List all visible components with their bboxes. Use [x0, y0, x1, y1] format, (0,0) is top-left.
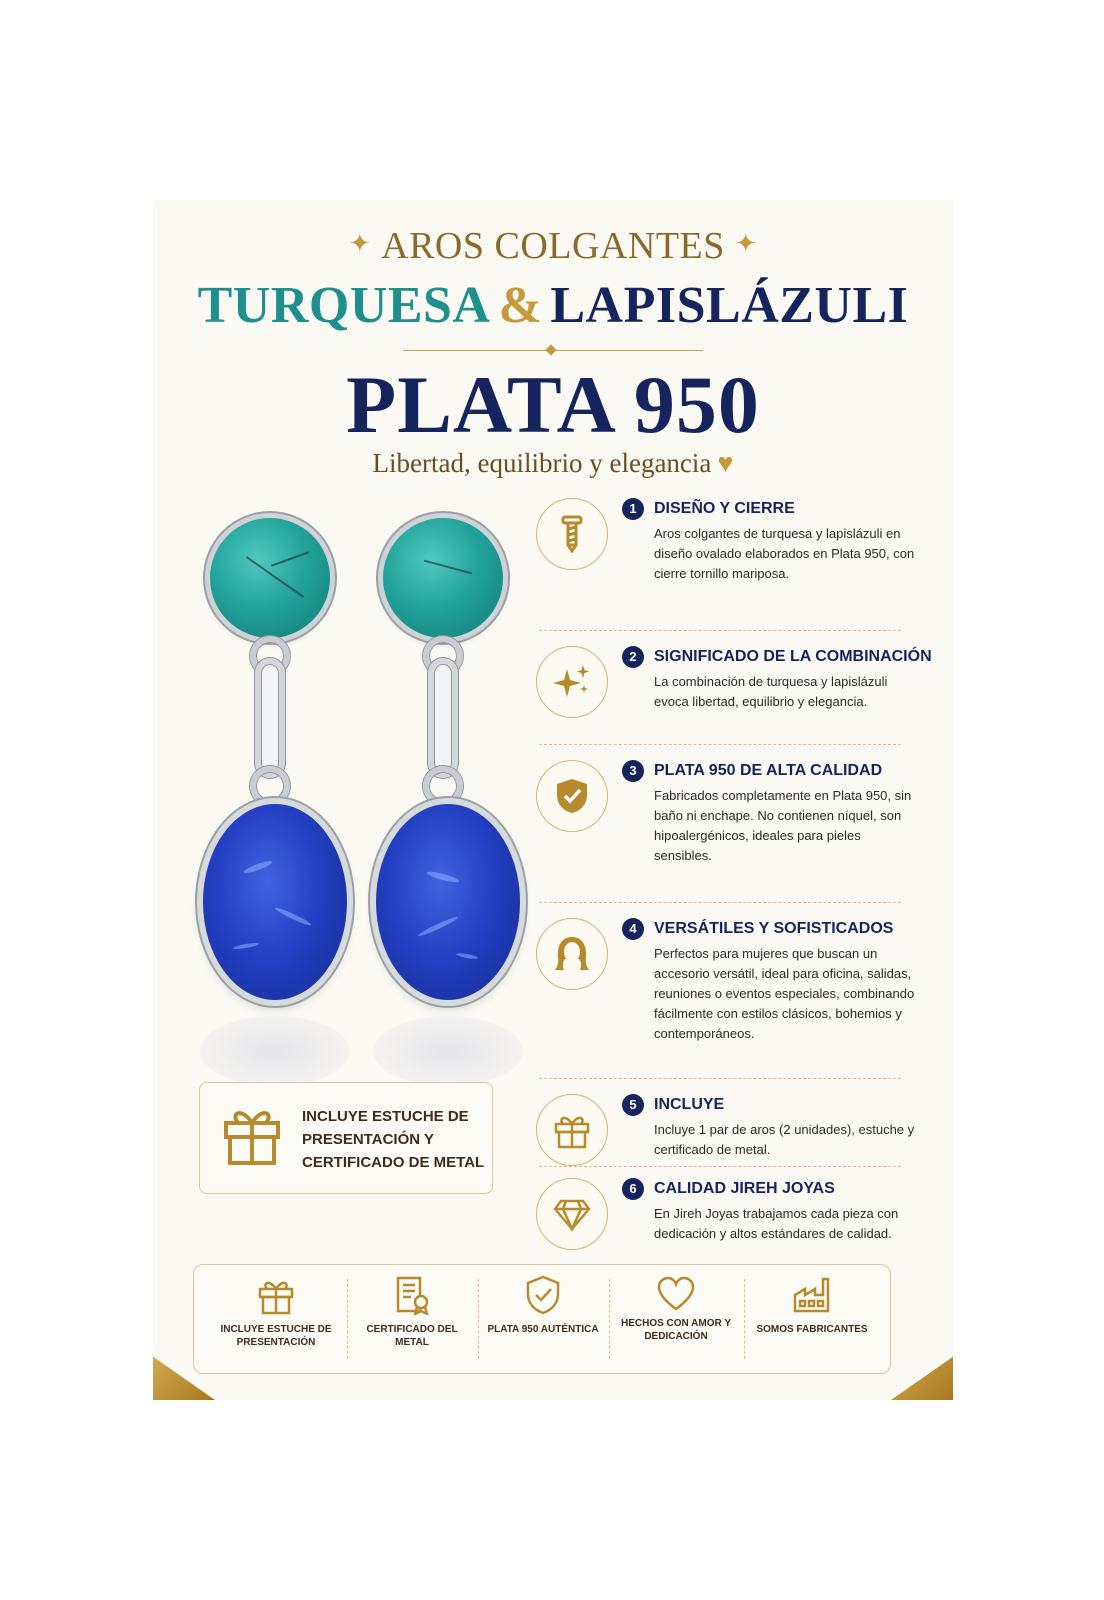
- feature-desc: Aros colgantes de turquesa y lapislázuli en diseño ovalado elaborados en Plata 950, con cierre tornillo mariposa.: [654, 526, 915, 581]
- silver-link: [428, 658, 458, 778]
- silver-link: [255, 658, 285, 778]
- feature-title: VERSÁTILES Y SOFISTICADOS: [654, 920, 894, 937]
- feature-desc: Incluye 1 par de aros (2 unidades), estuche y certificado de metal.: [654, 1122, 915, 1157]
- feature-number: 5: [622, 1094, 644, 1116]
- heart-icon: [657, 1275, 695, 1315]
- feature-icon-circle: [536, 1178, 608, 1250]
- badges-bar: [193, 1264, 891, 1374]
- badge-label: CERTIFICADO DEL METAL: [366, 1324, 458, 1348]
- feature-number: 2: [622, 646, 644, 668]
- factory-icon: [793, 1275, 831, 1315]
- corner-ornament: [891, 1338, 953, 1400]
- feature-icon-circle: [536, 1094, 608, 1166]
- feature-desc: Perfectos para mujeres que buscan un accesorio versátil, ideal para oficina, salidas, reuniones o eventos especiales, combinando fácilmente con estilos clásicos, bohemios y contemporáneos.: [654, 946, 915, 1041]
- divider: [539, 1166, 901, 1167]
- screw-icon: [553, 515, 591, 553]
- feature-title: DISEÑO Y CIERRE: [654, 500, 795, 517]
- gift-icon: [222, 1101, 282, 1167]
- divider: [539, 902, 901, 903]
- silver-ring: [423, 766, 463, 806]
- gift-icon: [553, 1111, 591, 1149]
- turquoise-stud: [383, 518, 503, 638]
- feature-desc: La combinación de turquesa y lapislázuli evoca libertad, equilibrio y elegancia.: [654, 674, 888, 709]
- divider: [609, 1279, 610, 1359]
- feature-icon-circle: [536, 918, 608, 990]
- lapis-oval: [203, 804, 347, 1000]
- title-ampersand: &: [498, 277, 543, 334]
- feature-number: 4: [622, 918, 644, 940]
- ornament-divider: [403, 350, 703, 351]
- badge-label: INCLUYE ESTUCHE DE PRESENTACIÓN: [220, 1324, 332, 1348]
- feature-title: PLATA 950 DE ALTA CALIDAD: [654, 762, 883, 779]
- tagline-text: Libertad, equilibrio y elegancia: [372, 448, 712, 478]
- product-card: [153, 200, 953, 1400]
- tagline: [153, 448, 953, 479]
- title-main: PLATA 950: [346, 359, 760, 450]
- badge-label: PLATA 950 AUTÉNTICA: [487, 1324, 599, 1335]
- feature-icon-circle: [536, 498, 608, 570]
- feature-desc: En Jireh Joyas trabajamos cada pieza con dedicación y altos estándares de calidad.: [654, 1206, 899, 1241]
- divider: [539, 744, 901, 745]
- badge-label: HECHOS CON AMOR Y DEDICACIÓN: [620, 1318, 731, 1342]
- certificate-icon: [393, 1275, 431, 1315]
- sparkles-icon: [553, 663, 591, 701]
- sparkle-icon: ✦: [734, 229, 758, 258]
- title-line2: [153, 276, 953, 335]
- feature-title: CALIDAD JIREH JOYAS: [654, 1180, 835, 1197]
- title-lapis: LAPISLÁZULI: [550, 277, 909, 334]
- feature-title: SIGNIFICADO DE LA COMBINACIÓN: [654, 648, 932, 665]
- earring-left: [205, 518, 365, 1038]
- divider: [539, 630, 901, 631]
- feature-number: 1: [622, 498, 644, 520]
- feature-number: 3: [622, 760, 644, 782]
- shield-check-icon: [524, 1275, 562, 1315]
- divider: [347, 1279, 348, 1359]
- turquoise-stud: [210, 518, 330, 638]
- shield-check-icon: [553, 777, 591, 815]
- feature-number: 6: [622, 1178, 644, 1200]
- feature-icon-circle: [536, 760, 608, 832]
- title-turquesa: TURQUESA: [197, 277, 491, 334]
- divider: [478, 1279, 479, 1359]
- divider: [744, 1279, 745, 1359]
- lapis-oval: [376, 804, 520, 1000]
- badge-love: [614, 1265, 738, 1373]
- silver-ring: [250, 766, 290, 806]
- badge-certificate: [350, 1265, 474, 1373]
- feature-desc: Fabricados completamente en Plata 950, sin baño ni enchape. No contienen níquel, son hipoalergénicos, ideales para pieles sensibles.: [654, 788, 912, 863]
- badge-factory: [750, 1265, 874, 1373]
- title-line1-text: AROS COLGANTES: [381, 225, 725, 267]
- earring-right: [378, 518, 538, 1038]
- title-line1: [153, 224, 953, 268]
- woman-icon: [553, 935, 591, 973]
- badge-plata: [481, 1265, 605, 1373]
- divider: [539, 1078, 901, 1079]
- badge-label: SOMOS FABRICANTES: [756, 1324, 868, 1335]
- sparkle-icon: ✦: [348, 229, 372, 258]
- gift-icon: [257, 1275, 295, 1315]
- gift-box-callout: [199, 1082, 493, 1194]
- badge-gift: [214, 1265, 338, 1373]
- heart-icon: ♥: [717, 448, 734, 478]
- gift-box-text: INCLUYE ESTUCHE DE PRESENTACIÓN Y CERTIFICADO DE METAL: [302, 1108, 485, 1171]
- feature-icon-circle: [536, 646, 608, 718]
- diamond-icon: [553, 1195, 591, 1233]
- feature-title: INCLUYE: [654, 1096, 725, 1113]
